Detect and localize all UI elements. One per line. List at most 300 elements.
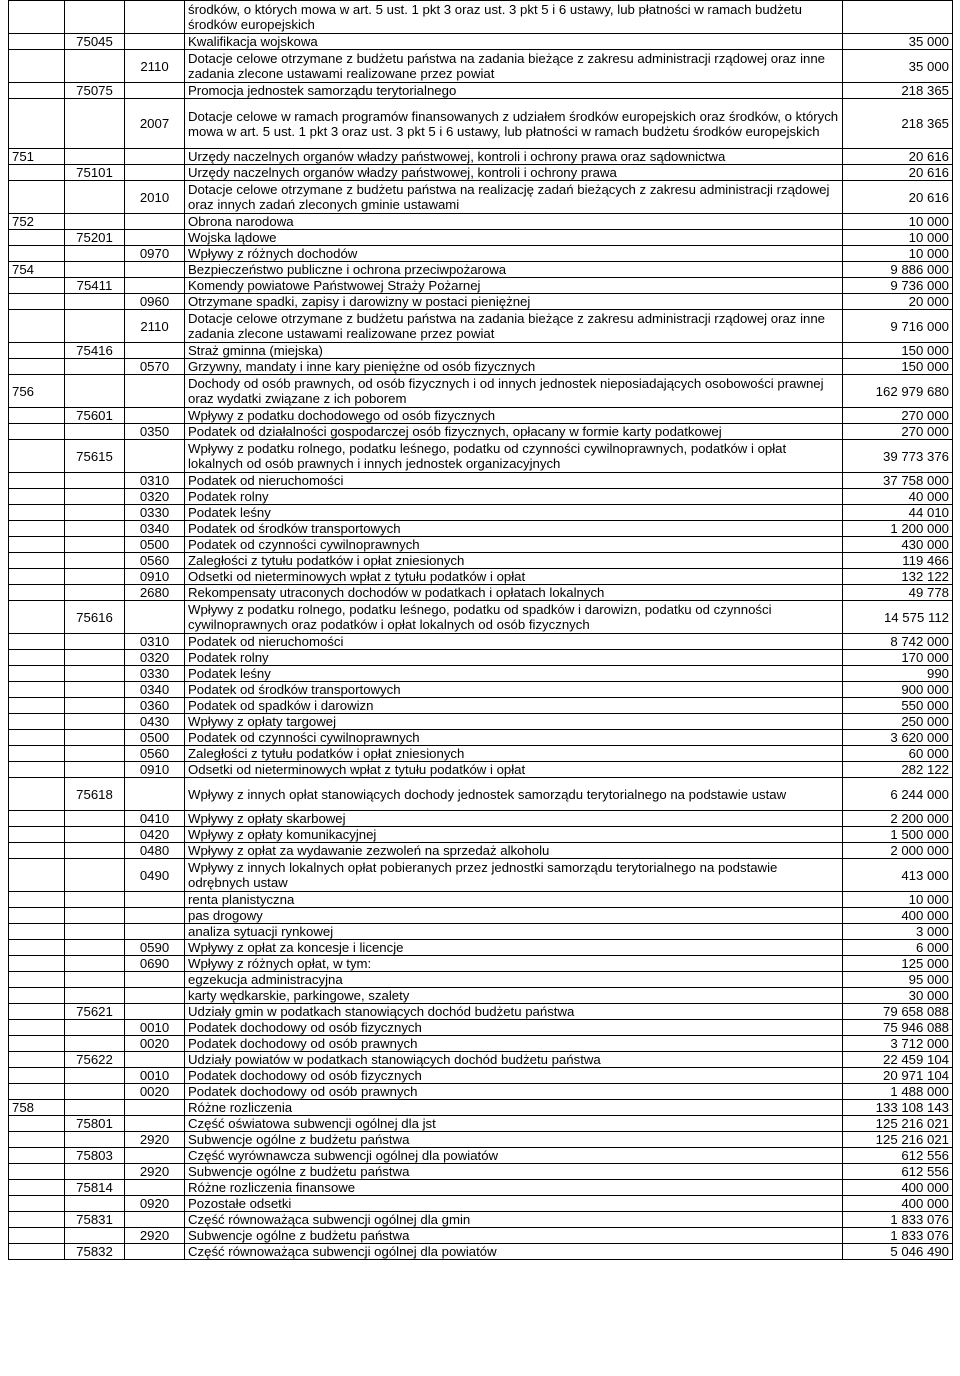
paragraf-cell: 0340	[125, 682, 185, 698]
description-cell: Zaległości z tytułu podatków i opłat zniesionych	[185, 746, 843, 762]
description-cell: Dotacje celowe otrzymane z budżetu państwa na realizację zadań bieżących z zakresu administracji rządowej oraz innych zadań zleconych gminie ustawami	[185, 181, 843, 214]
description-cell: Dochody od osób prawnych, od osób fizycznych i od innych jednostek nieposiadających osobowości prawnej oraz wydatki związane z ich poborem	[185, 375, 843, 408]
amount-cell: 95 000	[843, 972, 953, 988]
description-cell: Podatek leśny	[185, 505, 843, 521]
rozdzial-cell: 75814	[65, 1180, 125, 1196]
description-cell: Podatek od działalności gospodarczej osób fizycznych, opłacany w formie karty podatkowej	[185, 424, 843, 440]
description-cell: Straż gminna (miejska)	[185, 343, 843, 359]
amount-cell: 550 000	[843, 698, 953, 714]
table-row	[9, 1116, 953, 1132]
amount-cell: 125 000	[843, 956, 953, 972]
description-cell: Urzędy naczelnych organów władzy państwowej, kontroli i ochrony prawa oraz sądownictwa	[185, 149, 843, 165]
description-cell: analiza sytuacji rynkowej	[185, 924, 843, 940]
amount-cell: 60 000	[843, 746, 953, 762]
rozdzial-cell	[65, 666, 125, 682]
table-row	[9, 343, 953, 359]
dzial-cell	[9, 1228, 65, 1244]
description-cell: Dotacje celowe w ramach programów finansowanych z udziałem środków europejskich oraz środków, o których mowa w art. 5 ust. 1 pkt 3 oraz ust. 3 pkt 5 i 6 ustawy, lub płatności w ramach budżetu środków europejskich	[185, 99, 843, 149]
paragraf-cell: 0560	[125, 746, 185, 762]
dzial-cell	[9, 1, 65, 34]
rozdzial-cell	[65, 1196, 125, 1212]
rozdzial-cell	[65, 1132, 125, 1148]
paragraf-cell	[125, 440, 185, 473]
amount-cell: 79 658 088	[843, 1004, 953, 1020]
table-row	[9, 908, 953, 924]
rozdzial-cell	[65, 262, 125, 278]
rozdzial-cell: 75832	[65, 1244, 125, 1260]
paragraf-cell	[125, 1116, 185, 1132]
table-row	[9, 505, 953, 521]
amount-cell: 150 000	[843, 343, 953, 359]
table-row	[9, 50, 953, 83]
table-row	[9, 278, 953, 294]
dzial-cell	[9, 34, 65, 50]
description-cell: Komendy powiatowe Państwowej Straży Pożarnej	[185, 278, 843, 294]
amount-cell: 14 575 112	[843, 601, 953, 634]
budget-income-table	[8, 0, 953, 1260]
dzial-cell	[9, 778, 65, 811]
amount-cell: 1 488 000	[843, 1084, 953, 1100]
description-cell: Pozostałe odsetki	[185, 1196, 843, 1212]
dzial-cell	[9, 1084, 65, 1100]
rozdzial-cell	[65, 149, 125, 165]
table-row	[9, 762, 953, 778]
rozdzial-cell	[65, 99, 125, 149]
rozdzial-cell: 75416	[65, 343, 125, 359]
table-row	[9, 1148, 953, 1164]
dzial-cell	[9, 440, 65, 473]
table-row	[9, 1020, 953, 1036]
paragraf-cell: 0480	[125, 843, 185, 859]
amount-cell: 125 216 021	[843, 1132, 953, 1148]
dzial-cell	[9, 489, 65, 505]
table-row	[9, 408, 953, 424]
dzial-cell	[9, 908, 65, 924]
rozdzial-cell: 75615	[65, 440, 125, 473]
paragraf-cell	[125, 343, 185, 359]
amount-cell: 990	[843, 666, 953, 682]
paragraf-cell	[125, 1100, 185, 1116]
rozdzial-cell	[65, 682, 125, 698]
description-cell: Otrzymane spadki, zapisy i darowizny w postaci pieniężnej	[185, 294, 843, 310]
rozdzial-cell	[65, 585, 125, 601]
rozdzial-cell	[65, 246, 125, 262]
table-row	[9, 424, 953, 440]
paragraf-cell: 2007	[125, 99, 185, 149]
table-row	[9, 1164, 953, 1180]
paragraf-cell: 2920	[125, 1164, 185, 1180]
amount-cell: 3 000	[843, 924, 953, 940]
amount-cell: 162 979 680	[843, 375, 953, 408]
paragraf-cell: 0430	[125, 714, 185, 730]
table-row	[9, 634, 953, 650]
rozdzial-cell	[65, 181, 125, 214]
table-row	[9, 778, 953, 811]
table-row	[9, 666, 953, 682]
amount-cell: 35 000	[843, 34, 953, 50]
description-cell: Wpływy z opłaty targowej	[185, 714, 843, 730]
description-cell: Wpływy z opłaty komunikacyjnej	[185, 827, 843, 843]
dzial-cell	[9, 424, 65, 440]
paragraf-cell	[125, 165, 185, 181]
amount-cell: 282 122	[843, 762, 953, 778]
table-row	[9, 553, 953, 569]
description-cell: Podatek od spadków i darowizn	[185, 698, 843, 714]
dzial-cell	[9, 359, 65, 375]
rozdzial-cell	[65, 908, 125, 924]
amount-cell: 35 000	[843, 50, 953, 83]
dzial-cell	[9, 988, 65, 1004]
dzial-cell	[9, 1244, 65, 1260]
rozdzial-cell	[65, 569, 125, 585]
description-cell: Wpływy z opłat za wydawanie zezwoleń na sprzedaż alkoholu	[185, 843, 843, 859]
paragraf-cell	[125, 988, 185, 1004]
table-row	[9, 473, 953, 489]
amount-cell: 20 971 104	[843, 1068, 953, 1084]
table-row	[9, 440, 953, 473]
amount-cell: 1 200 000	[843, 521, 953, 537]
table-row	[9, 956, 953, 972]
amount-cell: 132 122	[843, 569, 953, 585]
paragraf-cell: 2680	[125, 585, 185, 601]
description-cell: egzekucja administracyjna	[185, 972, 843, 988]
description-cell: Podatek od nieruchomości	[185, 473, 843, 489]
dzial-cell	[9, 569, 65, 585]
dzial-cell	[9, 730, 65, 746]
amount-cell: 218 365	[843, 83, 953, 99]
dzial-cell	[9, 1180, 65, 1196]
rozdzial-cell: 75411	[65, 278, 125, 294]
dzial-cell	[9, 585, 65, 601]
paragraf-cell: 2920	[125, 1132, 185, 1148]
dzial-cell	[9, 634, 65, 650]
description-cell: Podatek od czynności cywilnoprawnych	[185, 730, 843, 746]
rozdzial-cell	[65, 359, 125, 375]
rozdzial-cell: 75622	[65, 1052, 125, 1068]
table-row	[9, 214, 953, 230]
table-row	[9, 1212, 953, 1228]
rozdzial-cell: 75075	[65, 83, 125, 99]
description-cell: Wpływy z innych opłat stanowiących dochody jednostek samorządu terytorialnego na podstawie ustaw	[185, 778, 843, 811]
paragraf-cell	[125, 278, 185, 294]
dzial-cell	[9, 1036, 65, 1052]
dzial-cell	[9, 537, 65, 553]
dzial-cell: 752	[9, 214, 65, 230]
paragraf-cell: 0920	[125, 1196, 185, 1212]
paragraf-cell: 0910	[125, 762, 185, 778]
dzial-cell	[9, 83, 65, 99]
dzial-cell	[9, 1212, 65, 1228]
table-row	[9, 698, 953, 714]
description-cell: Subwencje ogólne z budżetu państwa	[185, 1132, 843, 1148]
amount-cell: 20 000	[843, 294, 953, 310]
rozdzial-cell	[65, 924, 125, 940]
description-cell: Różne rozliczenia finansowe	[185, 1180, 843, 1196]
table-row	[9, 1180, 953, 1196]
amount-cell: 6 000	[843, 940, 953, 956]
dzial-cell	[9, 892, 65, 908]
description-cell: Część równoważąca subwencji ogólnej dla powiatów	[185, 1244, 843, 1260]
description-cell: Wpływy z różnych dochodów	[185, 246, 843, 262]
paragraf-cell	[125, 83, 185, 99]
table-row	[9, 730, 953, 746]
paragraf-cell	[125, 924, 185, 940]
table-row	[9, 181, 953, 214]
dzial-cell	[9, 181, 65, 214]
amount-cell: 10 000	[843, 214, 953, 230]
description-cell: Grzywny, mandaty i inne kary pieniężne od osób fizycznych	[185, 359, 843, 375]
paragraf-cell: 0960	[125, 294, 185, 310]
paragraf-cell	[125, 1052, 185, 1068]
description-cell: Podatek od środków transportowych	[185, 521, 843, 537]
dzial-cell	[9, 1052, 65, 1068]
dzial-cell	[9, 99, 65, 149]
paragraf-cell: 0500	[125, 537, 185, 553]
table-row	[9, 988, 953, 1004]
dzial-cell	[9, 165, 65, 181]
description-cell: Podatek dochodowy od osób prawnych	[185, 1084, 843, 1100]
table-row	[9, 537, 953, 553]
dzial-cell	[9, 650, 65, 666]
rozdzial-cell	[65, 424, 125, 440]
description-cell: Wpływy z opłaty skarbowej	[185, 811, 843, 827]
rozdzial-cell: 75601	[65, 408, 125, 424]
table-row	[9, 940, 953, 956]
dzial-cell	[9, 972, 65, 988]
paragraf-cell: 0020	[125, 1084, 185, 1100]
amount-cell: 270 000	[843, 408, 953, 424]
paragraf-cell: 2010	[125, 181, 185, 214]
rozdzial-cell: 75101	[65, 165, 125, 181]
table-row	[9, 489, 953, 505]
rozdzial-cell	[65, 310, 125, 343]
amount-cell: 400 000	[843, 1180, 953, 1196]
rozdzial-cell: 75616	[65, 601, 125, 634]
description-cell: Podatek rolny	[185, 650, 843, 666]
paragraf-cell: 0020	[125, 1036, 185, 1052]
paragraf-cell	[125, 262, 185, 278]
dzial-cell: 756	[9, 375, 65, 408]
table-row	[9, 1196, 953, 1212]
dzial-cell	[9, 408, 65, 424]
table-row	[9, 246, 953, 262]
dzial-cell	[9, 246, 65, 262]
description-cell: Podatek dochodowy od osób prawnych	[185, 1036, 843, 1052]
table-row	[9, 359, 953, 375]
amount-cell: 1 833 076	[843, 1212, 953, 1228]
dzial-cell	[9, 714, 65, 730]
rozdzial-cell: 75045	[65, 34, 125, 50]
table-row	[9, 650, 953, 666]
rozdzial-cell	[65, 505, 125, 521]
rozdzial-cell	[65, 859, 125, 892]
paragraf-cell	[125, 778, 185, 811]
table-row	[9, 165, 953, 181]
dzial-cell	[9, 310, 65, 343]
dzial-cell	[9, 1020, 65, 1036]
paragraf-cell	[125, 1148, 185, 1164]
dzial-cell	[9, 1116, 65, 1132]
amount-cell: 10 000	[843, 246, 953, 262]
dzial-cell	[9, 940, 65, 956]
table-row	[9, 310, 953, 343]
rozdzial-cell	[65, 1084, 125, 1100]
paragraf-cell: 0690	[125, 956, 185, 972]
rozdzial-cell: 75803	[65, 1148, 125, 1164]
dzial-cell	[9, 473, 65, 489]
table-row	[9, 585, 953, 601]
dzial-cell	[9, 294, 65, 310]
table-row	[9, 682, 953, 698]
rozdzial-cell	[65, 746, 125, 762]
dzial-cell	[9, 230, 65, 246]
table-row	[9, 1, 953, 34]
paragraf-cell: 0350	[125, 424, 185, 440]
paragraf-cell	[125, 892, 185, 908]
table-row	[9, 601, 953, 634]
rozdzial-cell	[65, 988, 125, 1004]
table-row	[9, 1052, 953, 1068]
description-cell: Wpływy z podatku rolnego, podatku leśnego, podatku od czynności cywilnoprawnych, podatków i opłat lokalnych od osób prawnych i innych jednostek organizacyjnych	[185, 440, 843, 473]
rozdzial-cell	[65, 827, 125, 843]
description-cell: Obrona narodowa	[185, 214, 843, 230]
paragraf-cell: 0330	[125, 666, 185, 682]
rozdzial-cell	[65, 375, 125, 408]
table-row	[9, 230, 953, 246]
amount-cell: 3 712 000	[843, 1036, 953, 1052]
rozdzial-cell	[65, 843, 125, 859]
rozdzial-cell	[65, 634, 125, 650]
amount-cell: 1 500 000	[843, 827, 953, 843]
rozdzial-cell: 75801	[65, 1116, 125, 1132]
rozdzial-cell	[65, 521, 125, 537]
paragraf-cell	[125, 972, 185, 988]
paragraf-cell: 0590	[125, 940, 185, 956]
description-cell: Część oświatowa subwencji ogólnej dla jst	[185, 1116, 843, 1132]
description-cell: Bezpieczeństwo publiczne i ochrona przeciwpożarowa	[185, 262, 843, 278]
dzial-cell: 754	[9, 262, 65, 278]
amount-cell: 44 010	[843, 505, 953, 521]
amount-cell: 170 000	[843, 650, 953, 666]
amount-cell: 125 216 021	[843, 1116, 953, 1132]
description-cell: Subwencje ogólne z budżetu państwa	[185, 1164, 843, 1180]
table-row	[9, 294, 953, 310]
amount-cell: 900 000	[843, 682, 953, 698]
table-row	[9, 1084, 953, 1100]
rozdzial-cell	[65, 972, 125, 988]
dzial-cell	[9, 601, 65, 634]
table-row	[9, 714, 953, 730]
rozdzial-cell	[65, 553, 125, 569]
dzial-cell	[9, 924, 65, 940]
description-cell: Odsetki od nieterminowych wpłat z tytułu podatków i opłat	[185, 762, 843, 778]
dzial-cell	[9, 762, 65, 778]
description-cell: Część wyrównawcza subwencji ogólnej dla powiatów	[185, 1148, 843, 1164]
table-row	[9, 1036, 953, 1052]
description-cell: Wpływy z innych lokalnych opłat pobieranych przez jednostki samorządu terytorialnego na podstawie odrębnych ustaw	[185, 859, 843, 892]
amount-cell: 119 466	[843, 553, 953, 569]
description-cell: środków, o których mowa w art. 5 ust. 1 pkt 3 oraz ust. 3 pkt 5 i 6 ustawy, lub płatności w ramach budżetu środków europejskich	[185, 1, 843, 34]
description-cell: karty wędkarskie, parkingowe, szalety	[185, 988, 843, 1004]
table-row	[9, 262, 953, 278]
dzial-cell	[9, 505, 65, 521]
paragraf-cell: 0420	[125, 827, 185, 843]
paragraf-cell: 0010	[125, 1020, 185, 1036]
description-cell: Wojska lądowe	[185, 230, 843, 246]
rozdzial-cell	[65, 214, 125, 230]
amount-cell: 133 108 143	[843, 1100, 953, 1116]
rozdzial-cell	[65, 892, 125, 908]
paragraf-cell: 2110	[125, 310, 185, 343]
rozdzial-cell	[65, 1, 125, 34]
dzial-cell	[9, 682, 65, 698]
rozdzial-cell	[65, 473, 125, 489]
description-cell: Udziały gmin w podatkach stanowiących dochód budżetu państwa	[185, 1004, 843, 1020]
amount-cell: 39 773 376	[843, 440, 953, 473]
amount-cell: 9 886 000	[843, 262, 953, 278]
rozdzial-cell	[65, 1020, 125, 1036]
paragraf-cell: 2920	[125, 1228, 185, 1244]
rozdzial-cell	[65, 1036, 125, 1052]
amount-cell: 9 716 000	[843, 310, 953, 343]
description-cell: Udziały powiatów w podatkach stanowiących dochód budżetu państwa	[185, 1052, 843, 1068]
description-cell: Różne rozliczenia	[185, 1100, 843, 1116]
paragraf-cell: 0500	[125, 730, 185, 746]
description-cell: Promocja jednostek samorządu terytorialnego	[185, 83, 843, 99]
paragraf-cell	[125, 408, 185, 424]
description-cell: Część równoważąca subwencji ogólnej dla gmin	[185, 1212, 843, 1228]
amount-cell: 6 244 000	[843, 778, 953, 811]
paragraf-cell	[125, 908, 185, 924]
rozdzial-cell	[65, 1068, 125, 1084]
amount-cell: 75 946 088	[843, 1020, 953, 1036]
rozdzial-cell	[65, 940, 125, 956]
paragraf-cell	[125, 230, 185, 246]
description-cell: Wpływy z różnych opłat, w tym:	[185, 956, 843, 972]
amount-cell: 270 000	[843, 424, 953, 440]
description-cell: Podatek dochodowy od osób fizycznych	[185, 1020, 843, 1036]
description-cell: Rekompensaty utraconych dochodów w podatkach i opłatach lokalnych	[185, 585, 843, 601]
paragraf-cell	[125, 1004, 185, 1020]
description-cell: Wpływy z podatku rolnego, podatku leśnego, podatku od spadków i darowizn, podatku od czynności cywilnoprawnych oraz podatków i opłat lokalnych od osób fizycznych	[185, 601, 843, 634]
dzial-cell	[9, 746, 65, 762]
table-row	[9, 375, 953, 408]
budget-table-body	[9, 1, 953, 1260]
table-row	[9, 34, 953, 50]
paragraf-cell: 0320	[125, 650, 185, 666]
amount-cell: 9 736 000	[843, 278, 953, 294]
amount-cell: 2 000 000	[843, 843, 953, 859]
dzial-cell	[9, 1196, 65, 1212]
paragraf-cell	[125, 1, 185, 34]
dzial-cell	[9, 1132, 65, 1148]
dzial-cell	[9, 666, 65, 682]
paragraf-cell: 0490	[125, 859, 185, 892]
paragraf-cell	[125, 214, 185, 230]
description-cell: Podatek leśny	[185, 666, 843, 682]
amount-cell: 8 742 000	[843, 634, 953, 650]
table-row	[9, 1132, 953, 1148]
description-cell: Podatek rolny	[185, 489, 843, 505]
table-row	[9, 811, 953, 827]
dzial-cell	[9, 827, 65, 843]
paragraf-cell	[125, 1244, 185, 1260]
description-cell: Subwencje ogólne z budżetu państwa	[185, 1228, 843, 1244]
amount-cell: 10 000	[843, 892, 953, 908]
rozdzial-cell	[65, 714, 125, 730]
amount-cell: 400 000	[843, 1196, 953, 1212]
dzial-cell	[9, 956, 65, 972]
